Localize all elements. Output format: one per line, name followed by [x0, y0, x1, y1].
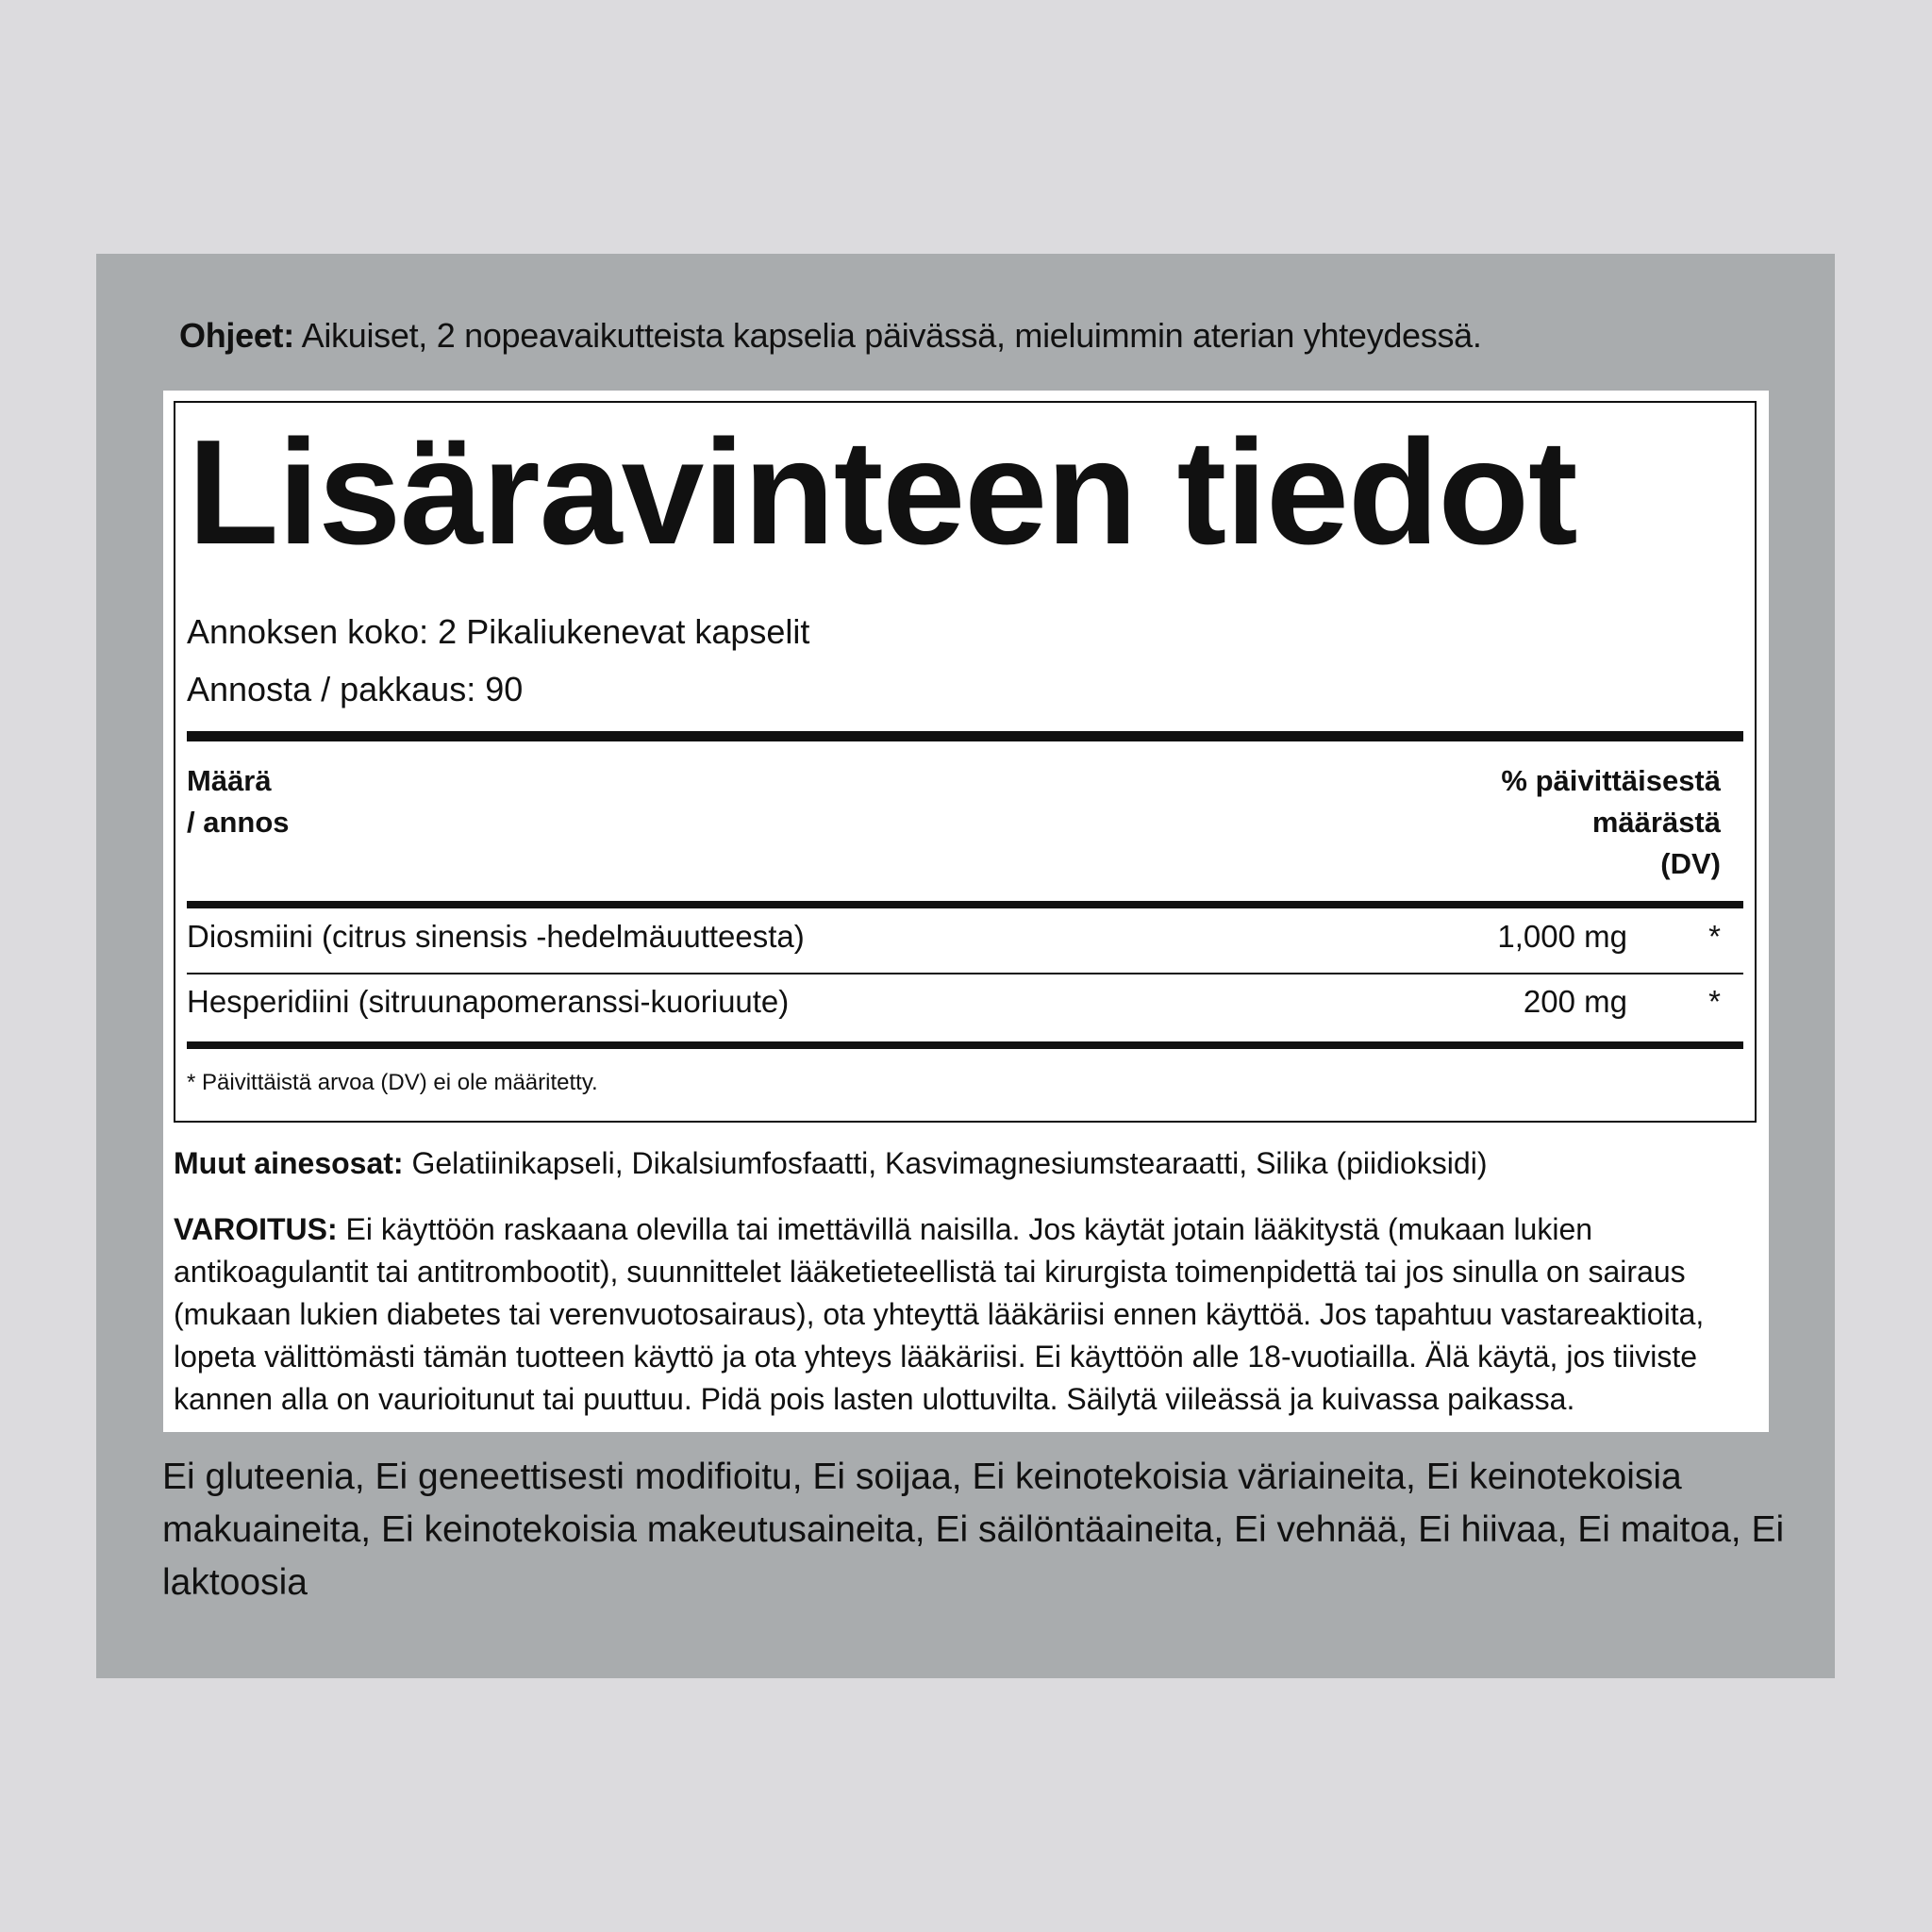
amount-header-line2: / annos [187, 806, 290, 839]
free-from-statement: Ei gluteenia, Ei geneettisesti modifioitu, Ei soijaa, Ei keinotekoisia väriaineita, Ei keinotekoisia makuaineita, Ei keinotekoisia makeutusaineita, Ei säilöntäaineita, Ei vehnää, Ei hiivaa, Ei maitoa, Ei laktoosia [162, 1457, 1785, 1603]
directions-label: Ohjeet: [179, 316, 294, 355]
thick-divider-top [187, 731, 1743, 741]
warning-label: VAROITUS: [174, 1212, 338, 1246]
dv-header-line3: (DV) [1660, 847, 1721, 880]
daily-value-header [1501, 760, 1721, 885]
ingredient-row-name: Diosmiini (citrus sinensis -hedelmäuutteesta) [187, 919, 805, 954]
directions-text [179, 316, 1482, 356]
other-ingredients [174, 1146, 1487, 1181]
supplement-facts-box [174, 401, 1757, 1123]
warning-text [174, 1208, 1758, 1421]
warning-body: Ei käyttöön raskaana olevilla tai imettävillä naisilla. Jos käytät jotain lääkitystä (mukaan lukien antikoagulantit tai antitrombootit), suunnittelet lääketieteellistä tai kirurgista toimenpidettä tai jos sinulla on sairaus (mukaan lukien diabetes tai verenvuotosairaus), ota yhteyttä lääkäriisi ennen käyttöä. Jos tapahtuu vastareaktioita, lopeta välittömästi tämän tuotteen käyttö ja ota yhteys lääkäriisi. Ei käyttöön alle 18-vuotiailla. Älä käytä, jos tiiviste kannen alla on vaurioitunut tai puuttuu. Pidä pois lasten ulottuvilta. Säilytä viileässä ja kuivassa paikassa. [174, 1212, 1705, 1416]
dv-header-line1: % päivittäisestä [1501, 764, 1721, 797]
other-ingredients-label: Muut ainesosat: [174, 1146, 404, 1180]
other-ingredients-text: Gelatiinikapseli, Dikalsiumfosfaatti, Kasvimagnesiumstearaatti, Silika (piidioksidi) [403, 1146, 1488, 1180]
ingredient-row-dv: * [1708, 984, 1721, 1019]
ingredient-row-amount: 1,000 mg [1497, 919, 1627, 954]
amount-header-line1: Määrä [187, 764, 272, 797]
amount-per-serving-header [187, 760, 290, 843]
thick-divider-bottom [187, 1041, 1743, 1049]
ingredient-row-amount: 200 mg [1523, 984, 1627, 1019]
dv-header-line2: määrästä [1591, 806, 1721, 839]
ingredient-row-dv: * [1708, 919, 1721, 954]
facts-title: Lisäravinteen tiedot [188, 409, 1577, 575]
directions-body: Aikuiset, 2 nopeavaikutteista kapselia päivässä, mieluimmin aterian yhteydessä. [293, 316, 1482, 355]
serving-size: Annoksen koko: 2 Pikaliukenevat kapselit [187, 612, 810, 651]
ingredient-row-name: Hesperidiini (sitruunapomeranssi-kuoriuute) [187, 984, 790, 1019]
row-divider [187, 973, 1743, 974]
thick-divider-middle [187, 901, 1743, 908]
dv-footnote: * Päivittäistä arvoa (DV) ei ole määritetty. [187, 1070, 598, 1095]
servings-per-container: Annosta / pakkaus: 90 [187, 670, 524, 708]
